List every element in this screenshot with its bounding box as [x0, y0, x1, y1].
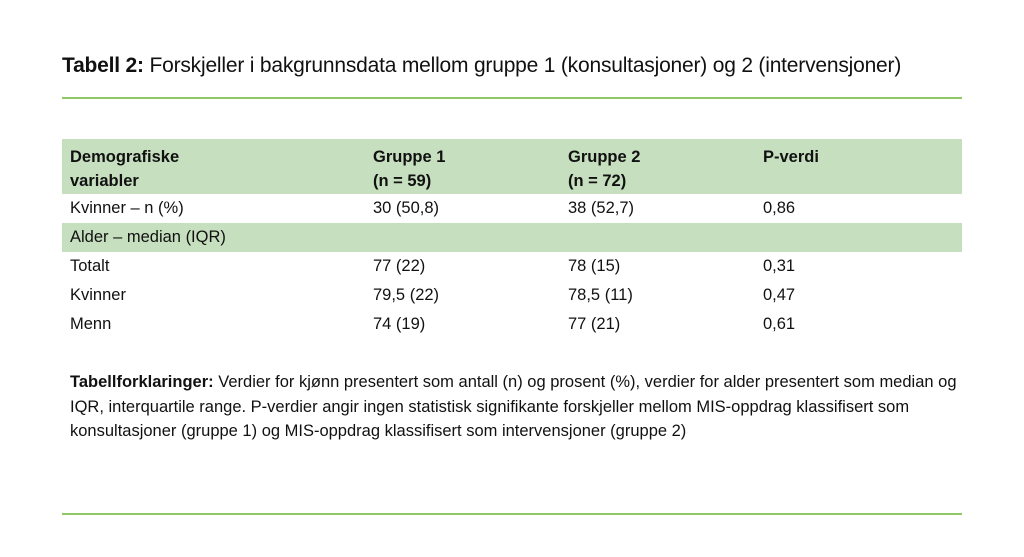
table-title-text: Forskjeller i bakgrunnsdata mellom gruppe 1 (konsultasjoner) og 2 (intervensjoner) [149, 54, 902, 77]
table-cell [365, 223, 560, 252]
table-cell: 38 (52,7) [568, 199, 635, 217]
table-cell: 0,61 [763, 315, 796, 333]
table-notes [70, 370, 960, 444]
table-cell: 0,47 [763, 286, 796, 304]
table-title [62, 54, 901, 78]
header-cell: Gruppe 2 (n = 72) [560, 139, 755, 194]
table-section-row [62, 223, 962, 252]
table-cell: 74 (19) [373, 315, 426, 333]
demographics-table [62, 139, 962, 339]
table-cell: 79,5 (22) [373, 286, 440, 304]
table-cell: 78,5 (11) [568, 286, 633, 304]
table-cell: Kvinner – n (%) [70, 199, 184, 217]
top-divider [62, 97, 962, 99]
table-cell: Kvinner [70, 286, 126, 304]
table-cell: 77 (21) [568, 315, 621, 333]
table-cell: Menn [70, 315, 112, 333]
table-cell: 0,86 [763, 199, 796, 217]
header-cell: Demografiske variabler [62, 139, 365, 194]
table-row [62, 194, 962, 223]
table-cell: 0,31 [763, 257, 796, 275]
table-cell [560, 223, 755, 252]
table-cell: Totalt [70, 257, 110, 275]
table-notes-label: Tabellforklaringer: [70, 373, 214, 391]
table-cell [755, 223, 962, 252]
table-cell: 78 (15) [568, 257, 621, 275]
table-row [62, 281, 962, 310]
table-cell: 30 (50,8) [373, 199, 440, 217]
table-cell: 77 (22) [373, 257, 426, 275]
table-row [62, 310, 962, 339]
header-cell: Gruppe 1 (n = 59) [365, 139, 560, 194]
table-title-label: Tabell 2: [62, 54, 144, 77]
table-header-row [62, 139, 962, 194]
bottom-divider [62, 513, 962, 515]
table-cell: Alder – median (IQR) [62, 223, 365, 252]
header-cell: P-verdi [755, 139, 962, 194]
table-row [62, 252, 962, 281]
table-notes-text: Verdier for kjønn presentert som antall (n) og prosent (%), verdier for alder presentert som median og IQR, interquartile range. P-verdier angir ingen statistisk signifikante forskjeller mellom MIS-oppdrag klassifisert som konsultasjoner (gruppe 1) og MIS-oppdrag klassifisert som intervensjoner (gruppe 2) [70, 373, 957, 440]
